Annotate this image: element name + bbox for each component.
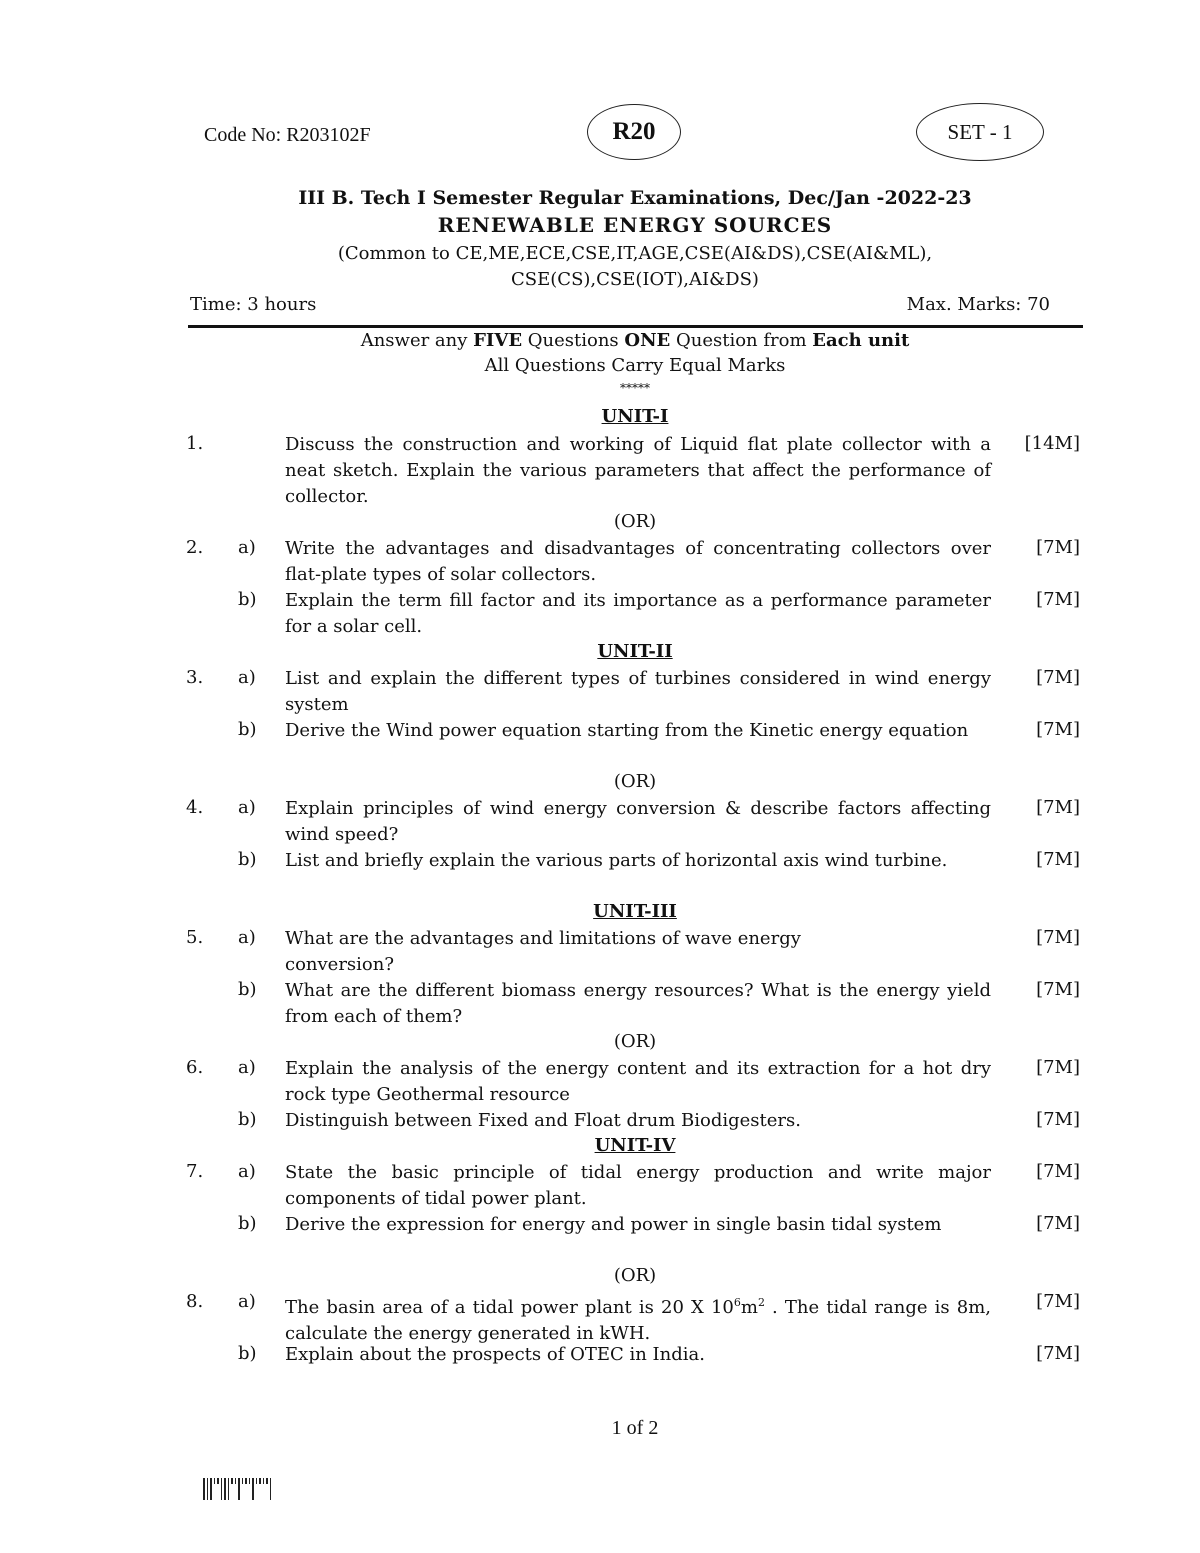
question-text: Derive the expression for energy and power in single basin tidal system (285, 1214, 942, 1235)
question-part: a) (238, 1057, 256, 1078)
barcode-bar (249, 1478, 251, 1484)
question-text: Distinguish between Fixed and Float drum Biodigesters. (285, 1110, 801, 1131)
question-number: 2. (186, 537, 204, 558)
barcode (203, 1478, 271, 1500)
barcode-bar (266, 1478, 268, 1484)
regulation-badge: R20 (587, 104, 681, 160)
unit-heading: UNIT-II (597, 641, 673, 662)
subject-title: RENEWABLE ENERGY SOURCES (437, 213, 833, 237)
barcode-bar (214, 1478, 216, 1484)
barcode-bar (263, 1478, 265, 1484)
question-marks: [7M] (1036, 927, 1080, 948)
instructions-line1 (190, 330, 1080, 351)
question-text: Write the advantages and disadvantages of concentrating collectors over flat-plate types of solar collectors. (285, 538, 991, 585)
instr-each-unit: Each unit (812, 330, 910, 351)
question-text-part: The basin area of a tidal power plant is 20 X 10 (285, 1297, 734, 1318)
question-part: a) (238, 927, 256, 948)
question-part: b) (238, 849, 257, 870)
barcode-bar (210, 1478, 212, 1500)
or-separator: (OR) (613, 771, 657, 792)
question-marks: [7M] (1036, 1291, 1080, 1312)
or-separator: (OR) (613, 1265, 657, 1286)
question-marks: [7M] (1036, 1109, 1080, 1130)
question-text: Explain the analysis of the energy content and its extraction for a hot dry rock type Geothermal resource (285, 1058, 991, 1105)
barcode-bar (242, 1478, 244, 1484)
barcode-bar (238, 1478, 240, 1500)
unit-heading: UNIT-III (593, 901, 677, 922)
barcode-bar (270, 1478, 272, 1500)
exam-time: Time: 3 hours (190, 294, 317, 315)
question-marks: [7M] (1036, 719, 1080, 740)
question-number: 5. (186, 927, 204, 948)
question-number: 3. (186, 667, 204, 688)
instr-one: ONE (624, 330, 671, 351)
question-marks: [7M] (1036, 979, 1080, 1000)
question-part: a) (238, 1161, 256, 1182)
set-badge: SET - 1 (916, 103, 1044, 161)
exam-title: III B. Tech I Semester Regular Examinations, Dec/Jan -2022-23 (298, 187, 972, 209)
instr-text: Questions (522, 330, 625, 351)
common-branches-line1: (Common to CE,ME,ECE,CSE,IT,AGE,CSE(AI&DS),CSE(AI&ML), (337, 243, 933, 264)
question-text (285, 1290, 991, 1347)
question-number: 4. (186, 797, 204, 818)
question-text: Explain about the prospects of OTEC in India. (285, 1344, 705, 1365)
question-part: a) (238, 667, 256, 688)
separator-stars: ***** (620, 381, 650, 395)
question-part: b) (238, 719, 257, 740)
question-part: b) (238, 979, 257, 1000)
or-separator: (OR) (613, 511, 657, 532)
or-separator: (OR) (613, 1031, 657, 1052)
question-marks: [7M] (1036, 797, 1080, 818)
question-number: 7. (186, 1161, 204, 1182)
question-part: b) (238, 1213, 257, 1234)
barcode-bar (221, 1478, 223, 1500)
max-marks: Max. Marks: 70 (906, 294, 1050, 315)
question-text: What are the advantages and limitations of wave energy conversion? (285, 928, 801, 975)
question-part: a) (238, 1291, 256, 1312)
question-text-part: m (740, 1297, 758, 1318)
question-marks: [7M] (1036, 849, 1080, 870)
instructions-line2: All Questions Carry Equal Marks (484, 355, 786, 376)
instr-five: FIVE (473, 330, 523, 351)
question-text-part: . The tidal range is 8m, calculate the energy generated in kWH. (285, 1297, 991, 1344)
barcode-bar (245, 1478, 247, 1484)
unit-heading: UNIT-I (601, 406, 669, 427)
question-part: b) (238, 589, 257, 610)
instr-text: Answer any (360, 330, 474, 351)
question-text: Explain the term fill factor and its importance as a performance parameter for a solar cell. (285, 590, 991, 637)
question-marks: [7M] (1036, 537, 1080, 558)
barcode-bar (259, 1478, 261, 1484)
barcode-bar (207, 1478, 209, 1500)
question-marks: [7M] (1036, 667, 1080, 688)
page-number: 1 of 2 (611, 1417, 659, 1439)
question-part: b) (238, 1343, 257, 1364)
question-number: 1. (186, 433, 204, 454)
barcode-bar (231, 1478, 233, 1484)
exponent: 2 (757, 1296, 765, 1309)
question-marks: [14M] (1024, 433, 1080, 454)
question-number: 6. (186, 1057, 204, 1078)
exponent: 6 (733, 1296, 741, 1309)
question-marks: [7M] (1036, 1213, 1080, 1234)
question-part: b) (238, 1109, 257, 1130)
question-text: Derive the Wind power equation starting from the Kinetic energy equation (285, 720, 969, 741)
barcode-bar (224, 1478, 226, 1500)
common-branches-line2: CSE(CS),CSE(IOT),AI&DS) (511, 269, 759, 290)
question-part: a) (238, 797, 256, 818)
barcode-bar (235, 1478, 237, 1484)
question-marks: [7M] (1036, 1057, 1080, 1078)
question-marks: [7M] (1036, 1343, 1080, 1364)
code-number: Code No: R203102F (204, 124, 371, 146)
question-text: Discuss the construction and working of Liquid flat plate collector with a neat sketch. Explain the various parameters that affect the performance of collector. (285, 434, 991, 507)
question-text: What are the different biomass energy resources? What is the energy yield from each of them? (285, 980, 991, 1027)
question-marks: [7M] (1036, 589, 1080, 610)
question-text: Explain principles of wind energy conversion & describe factors affecting wind speed? (285, 798, 991, 845)
question-text: List and explain the different types of turbines considered in wind energy system (285, 668, 991, 715)
unit-heading: UNIT-IV (594, 1135, 676, 1156)
question-part: a) (238, 537, 256, 558)
instr-text: Question from (670, 330, 813, 351)
header-divider (188, 325, 1083, 328)
barcode-bar (252, 1478, 254, 1500)
question-number: 8. (186, 1291, 204, 1312)
question-text: List and briefly explain the various parts of horizontal axis wind turbine. (285, 850, 948, 871)
question-marks: [7M] (1036, 1161, 1080, 1182)
barcode-bar (228, 1478, 230, 1500)
question-text: State the basic principle of tidal energy production and write major components of tidal power plant. (285, 1162, 991, 1209)
barcode-bar (217, 1478, 219, 1484)
barcode-bar (256, 1478, 258, 1484)
barcode-bar (203, 1478, 205, 1500)
